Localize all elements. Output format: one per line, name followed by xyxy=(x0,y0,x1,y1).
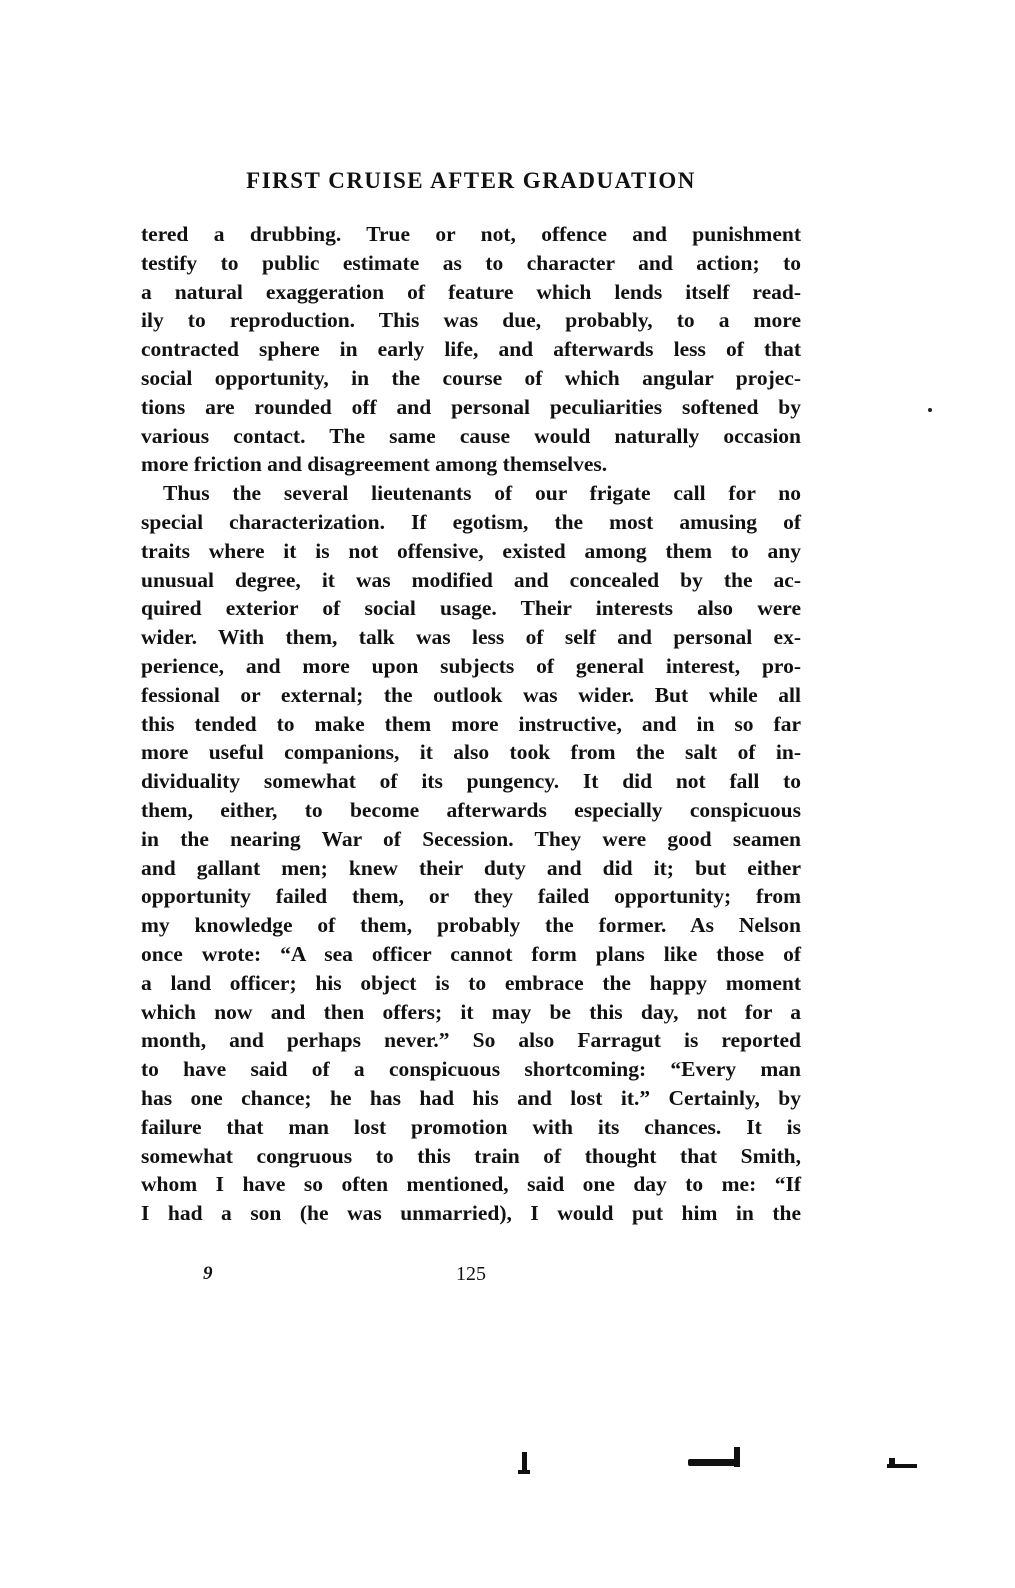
text-line: opportunity failed them, or they failed opportunity; from xyxy=(141,884,801,909)
scan-artifact xyxy=(734,1447,740,1467)
text-line: unusual degree, it was modified and concealed by the ac- xyxy=(141,567,801,592)
text-line: my knowledge of them, probably the former. As Nelson xyxy=(141,913,801,938)
text-line: I had a son (he was unmarried), I would put him in the xyxy=(141,1201,801,1226)
body-text xyxy=(141,220,801,1228)
text-line: month, and perhaps never.” So also Farragut is reported xyxy=(141,1028,801,1053)
text-line: quired exterior of social usage. Their interests also were xyxy=(141,596,801,621)
text-line: once wrote: “A sea officer cannot form plans like those of xyxy=(141,941,801,966)
text-line: which now and then offers; it may be this day, not for a xyxy=(141,999,801,1024)
text-line: in the nearing War of Secession. They were good seamen xyxy=(141,826,801,851)
text-line: this tended to make them more instructive, and in so far xyxy=(141,711,801,736)
text-line: ily to reproduction. This was due, probably, to a more xyxy=(141,308,801,333)
text-line: a land officer; his object is to embrace the happy moment xyxy=(141,970,801,995)
text-line: tions are rounded off and personal peculiarities softened by xyxy=(141,394,801,419)
text-line: dividuality somewhat of its pungency. It did not fall to xyxy=(141,769,801,794)
paragraph-1 xyxy=(141,220,801,479)
text-line: social opportunity, in the course of which angular projec- xyxy=(141,365,801,390)
text-line: somewhat congruous to this train of thought that Smith, xyxy=(141,1143,801,1168)
text-line: more useful companions, it also took from the salt of in- xyxy=(141,740,801,765)
page-footer xyxy=(141,1263,801,1293)
text-line: traits where it is not offensive, existed among them to any xyxy=(141,538,801,563)
scan-artifact xyxy=(688,1459,738,1466)
text-line: perience, and more upon subjects of general interest, pro- xyxy=(141,653,801,678)
margin-speck xyxy=(928,408,932,412)
scan-artifact xyxy=(889,1458,895,1466)
running-head: FIRST CRUISE AFTER GRADUATION xyxy=(246,168,696,193)
text-line: more friction and disagreement among themselves. xyxy=(141,452,608,477)
text-line: has one chance; he has had his and lost it.” Certainly, by xyxy=(141,1085,801,1110)
page-number: 125 xyxy=(456,1263,486,1285)
text-line: Thus the several lieutenants of our frigate call for no xyxy=(163,481,801,506)
text-line: failure that man lost promotion with its chances. It is xyxy=(141,1114,801,1139)
text-line: a natural exaggeration of feature which lends itself read- xyxy=(141,279,801,304)
paragraph-2 xyxy=(141,479,801,1228)
text-line: to have said of a conspicuous shortcoming: “Every man xyxy=(141,1057,801,1082)
text-line: fessional or external; the outlook was wider. But while all xyxy=(141,682,801,707)
text-line: tered a drubbing. True or not, offence and punishment xyxy=(141,222,801,246)
text-line: and gallant men; knew their duty and did it; but either xyxy=(141,855,801,880)
text-line: them, either, to become afterwards especially conspicuous xyxy=(141,797,801,822)
text-line: various contact. The same cause would naturally occasion xyxy=(141,423,801,448)
signature-mark: 9 xyxy=(203,1263,213,1284)
text-line: wider. With them, talk was less of self and personal ex- xyxy=(141,625,801,650)
text-line: whom I have so often mentioned, said one day to me: “If xyxy=(141,1172,801,1197)
text-line: contracted sphere in early life, and afterwards less of that xyxy=(141,337,801,362)
scan-artifact xyxy=(518,1470,530,1474)
text-line: special characterization. If egotism, the most amusing of xyxy=(141,509,801,534)
text-line: testify to public estimate as to character and action; to xyxy=(141,250,801,275)
